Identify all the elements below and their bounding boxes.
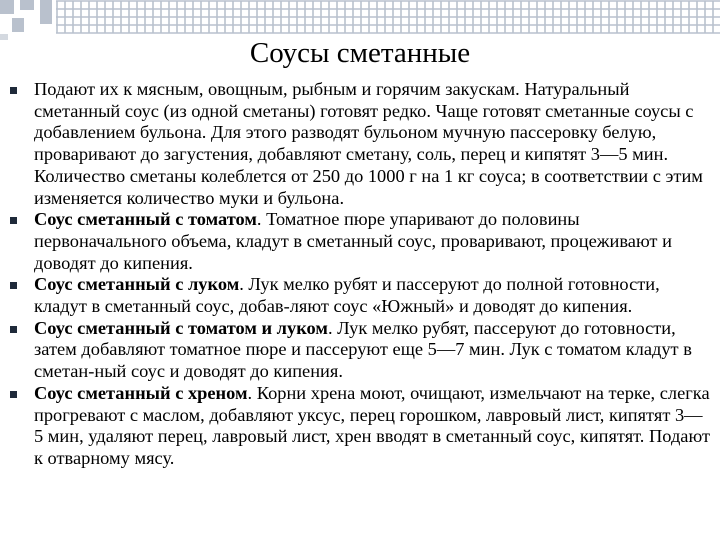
slide-title: Соусы сметанные bbox=[249, 37, 471, 69]
square-bullet-icon bbox=[10, 326, 17, 333]
item-heading: Соус сметанный с томатом и луком bbox=[34, 317, 328, 338]
bullet-list bbox=[8, 79, 716, 470]
list-item bbox=[8, 274, 716, 317]
square-bullet-icon bbox=[10, 282, 17, 289]
decorative-checker-pattern bbox=[0, 0, 720, 40]
item-body: Подают их к мясным, овощным, рыбным и горячим закускам. Натуральный сметанный соус (из одной сметаны) готовят редко. Чаще готовят сметанные соусы с добавлением бульона. Для этого разводят бульоном мучную пассеровку белую, проваривают до загустения, добавляют сметану, соль, перец и кипятят 3—5 мин. Количество сметаны колеблется от 250 до 1000 г на 1 кг соуса; в соответствии с этим изменяется количество муки и бульона. bbox=[34, 79, 703, 208]
list-item bbox=[8, 79, 716, 209]
square-bullet-icon bbox=[10, 391, 17, 398]
list-item bbox=[8, 318, 716, 383]
list-item bbox=[8, 383, 716, 470]
square-bullet-icon bbox=[10, 217, 17, 224]
item-body: . Томатное пюре упаривают до половины первоначального объема, кладут в сметанный соус, проваривают, процеживают и доводят до кипения. bbox=[34, 209, 672, 273]
item-body: . Корни хрена моют, очищают, измельчают на терке, слегка прогревают с маслом, добавляют уксус, перец горошком, лавровый лист, кипятят 3— 5 мин, удаляют перец, лавровый лист, хрен вводят в сметанный соус, кипятят. Подают к отварному мясу. bbox=[34, 382, 711, 468]
item-heading: Соус сметанный с хреном bbox=[34, 382, 248, 403]
square-bullet-icon bbox=[10, 87, 17, 94]
item-heading: Соус сметанный с луком bbox=[34, 274, 240, 295]
item-body: . Лук мелко рубят и пассеруют до полной готовности, кладут в сметанный соус, добав-ляют соус «Южный» и доводят до кипения. bbox=[34, 274, 660, 317]
item-body: . Лук мелко рубят, пассеруют до готовности, затем добавляют томатное пюре и пассеруют еще 5—7 мин. Лук с томатом кладут в сметан-ный соус и доводят до кипения. bbox=[34, 317, 692, 382]
item-heading: Соус сметанный с томатом bbox=[34, 209, 257, 230]
list-item bbox=[8, 209, 716, 274]
